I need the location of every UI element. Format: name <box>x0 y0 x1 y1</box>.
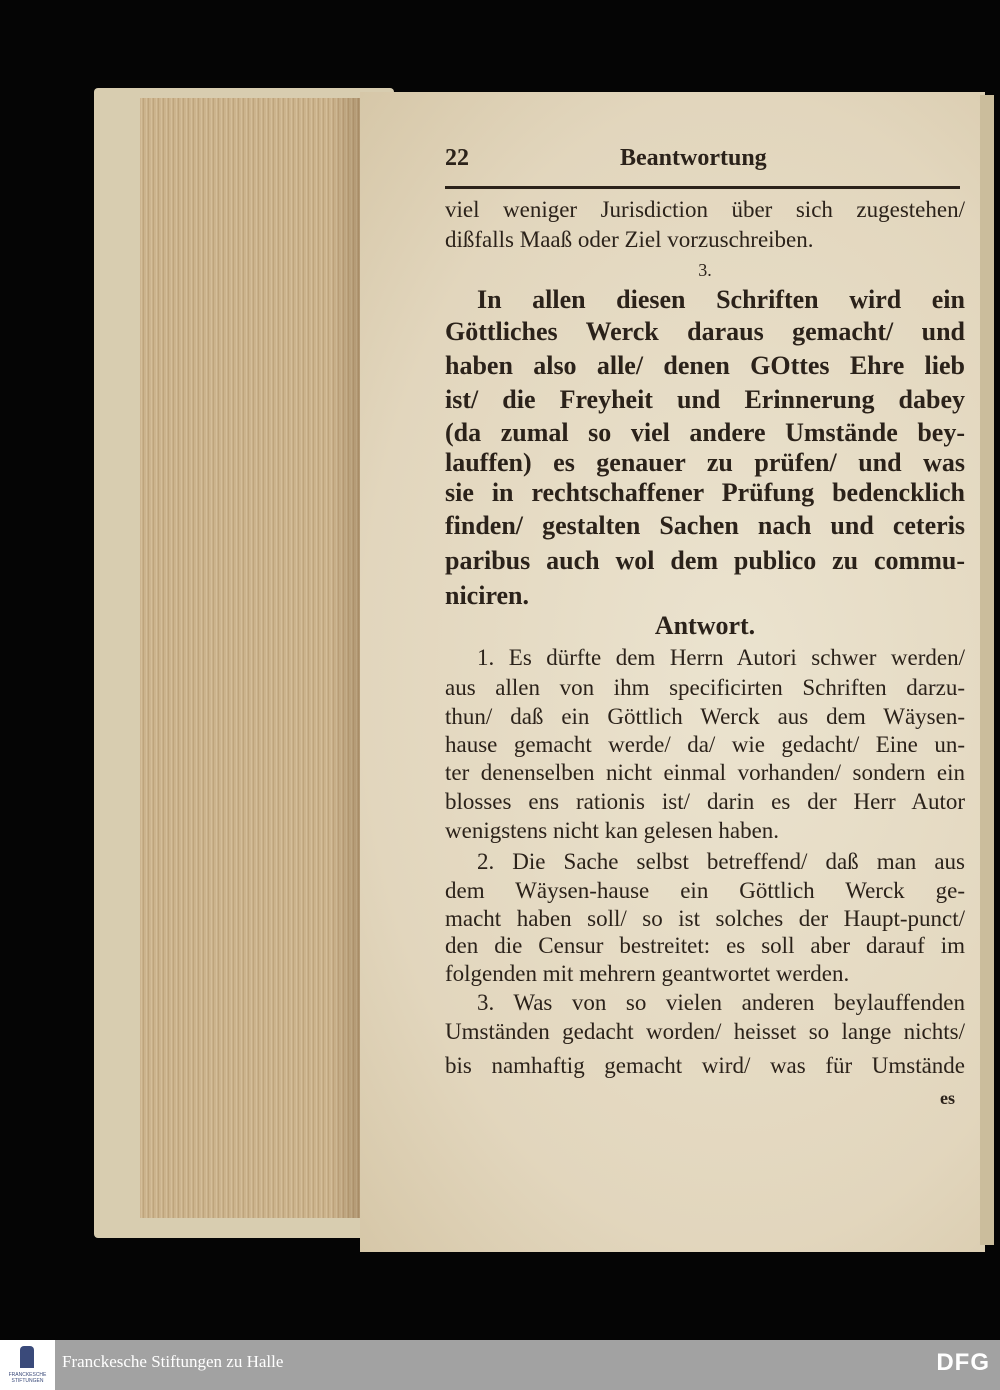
text-line: bis namhaftig gemacht wird/ was für Umstände <box>445 1053 965 1078</box>
catchword: es <box>940 1088 955 1108</box>
text-line: macht haben soll/ so ist solches der Haupt-punct/ <box>445 906 965 931</box>
text-line: 2. Die Sache selbst betreffend/ daß man aus <box>477 849 965 874</box>
text-line: dißfalls Maaß oder Ziel vorzuschreiben. <box>445 227 814 252</box>
text-line: 3. Was von so vielen anderen beylauffenden <box>477 990 965 1015</box>
institution-logo[interactable] <box>0 1340 55 1390</box>
text-line: niciren. <box>445 581 530 610</box>
page-number: 22 <box>445 145 469 171</box>
text-line: sie in rechtschaffener Prüfung bedencklich <box>445 478 965 507</box>
text-line: ist/ die Freyheit und Erinnerung dabey <box>445 385 965 414</box>
text-line: thun/ daß ein Göttlich Werck aus dem Wäysen- <box>445 704 965 729</box>
text-line: folgenden mit mehrern geantwortet werden. <box>445 961 850 986</box>
text-line: Göttliches Werck daraus gemacht/ und <box>445 317 965 346</box>
logo-figure-icon <box>20 1346 34 1368</box>
text-line: (da zumal so viel andere Umstände bey- <box>445 418 965 447</box>
page-right-edge <box>980 95 994 1245</box>
text-line: ter denenselben nicht einmal vorhanden/ sondern ein <box>445 760 965 785</box>
footer-bar <box>0 1340 1000 1390</box>
section-number: 3. <box>698 260 712 280</box>
text-line: Umständen gedacht worden/ heisset so lange nichts/ <box>445 1019 965 1044</box>
text-line: viel weniger Jurisdiction über sich zugestehen/ <box>445 197 965 222</box>
text-line: hause gemacht werde/ da/ wie gedacht/ Eine un- <box>445 732 965 757</box>
institution-name[interactable]: Franckesche Stiftungen zu Halle <box>62 1352 284 1371</box>
section-heading: Antwort. <box>654 611 756 640</box>
text-line: wenigstens nicht kan gelesen haben. <box>445 818 780 843</box>
text-line: lauffen) es genauer zu prüfen/ und was <box>445 448 965 477</box>
text-line: aus allen von ihm specificirten Schriften darzu- <box>445 675 965 700</box>
logo-text: FRANCKESCHE STIFTUNGEN <box>8 1372 47 1384</box>
text-line: 1. Es dürfte dem Herrn Autori schwer werden/ <box>477 645 965 670</box>
text-line: blosses ens rationis ist/ darin es der Herr Autor <box>445 789 965 814</box>
text-line: dem Wäysen-hause ein Göttlich Werck ge- <box>445 878 965 903</box>
text-line: paribus auch wol dem publico zu commu- <box>445 546 965 575</box>
text-line: haben also alle/ denen GOttes Ehre lieb <box>445 351 965 380</box>
text-line: finden/ gestalten Sachen nach und ceteris <box>445 511 965 540</box>
dfg-logo[interactable]: DFG <box>936 1349 990 1376</box>
running-head: Beantwortung <box>620 145 767 171</box>
header-rule <box>445 186 960 189</box>
text-line: den die Censur bestreitet: es soll aber darauf im <box>445 933 965 958</box>
text-line: In allen diesen Schriften wird ein <box>477 285 965 314</box>
